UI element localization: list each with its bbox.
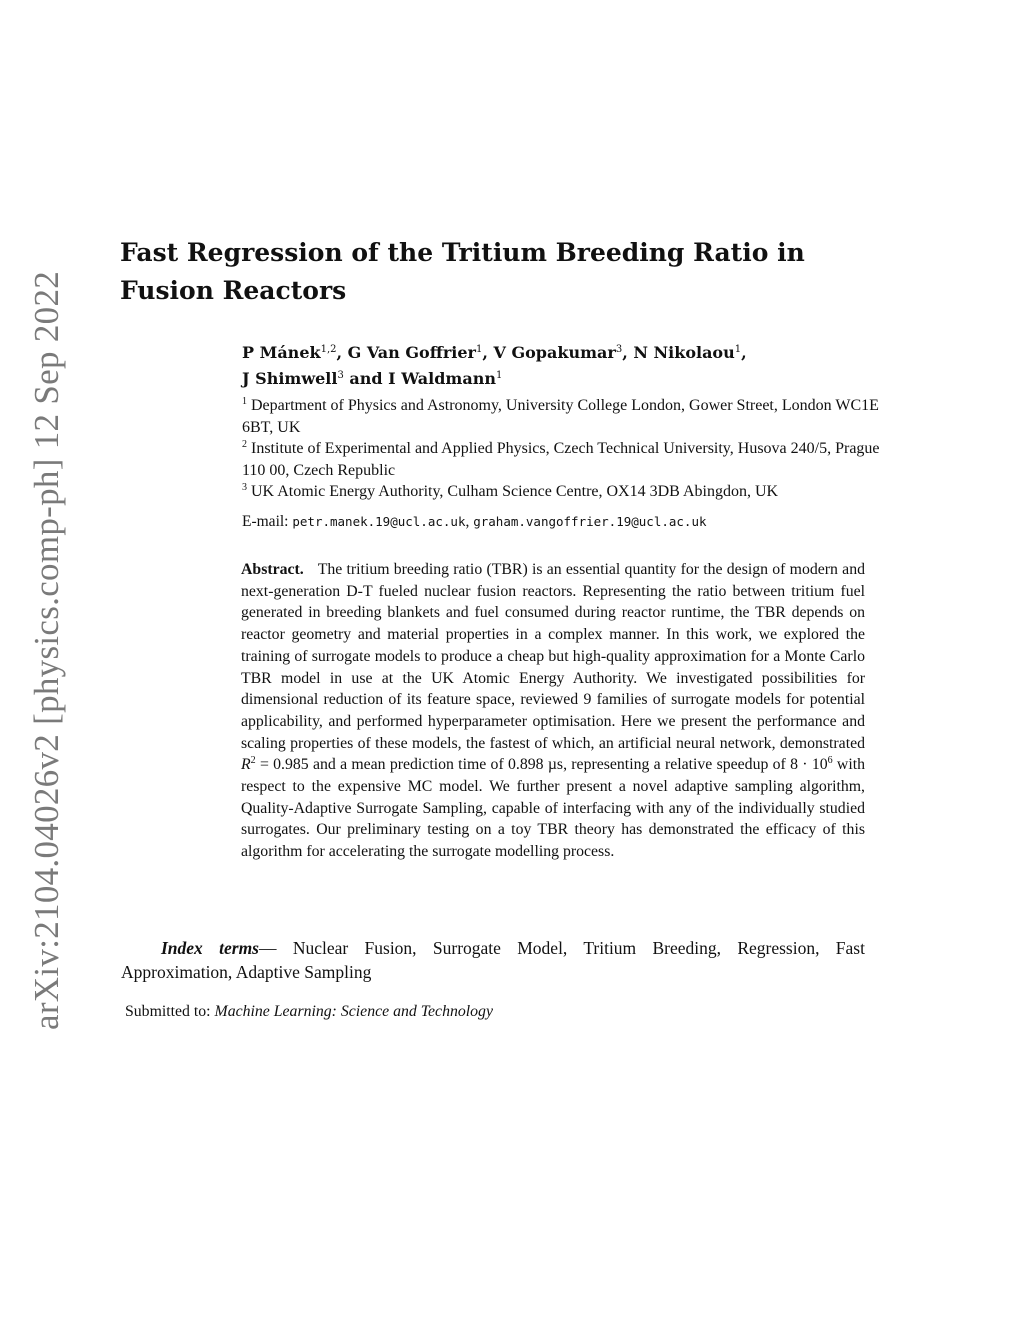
author-name: G Van Goffrier	[347, 343, 476, 362]
index-terms	[121, 936, 865, 984]
author-affiliation-marker: 1,2	[320, 344, 337, 355]
arxiv-identifier: arXiv:2104.04026v2 [physics.comp-ph] 12 Sep 2022	[27, 270, 66, 1030]
abstract-text: and a mean prediction time of 0.898 µs, representing a relative speedup of 8 · 10	[308, 756, 828, 774]
author-affiliation-marker: 1	[495, 370, 503, 381]
r-squared-exponent: 2	[250, 755, 256, 767]
affiliation-text: Institute of Experimental and Applied Physics, Czech Technical University, Husova 240/5, Prague 110 00, Czech Republic	[242, 440, 880, 479]
affiliation-number: 3	[242, 482, 247, 493]
abstract-text: The tritium breeding ratio (TBR) is an essential quantity for the design of modern and next-generation D-T fueled nuclear fusion reactors. Representing the ratio between tritium fuel generated in breeding blankets and fuel consumed during reactor runtime, the TBR depends on reactor geometry and material properties in a complex manner. In this work, we explored the training of surrogate models to produce a cheap but high-quality approximation for a Monte Carlo TBR model in use at the UK Atomic Energy Authority. We investigated possibilities for dimensional reduction of its feature space, reviewed 9 families of surrogate models for potential applicability, and performed hyperparameter optimisation. Here we present the performance and scaling properties of these models, the fastest of which, an artificial neural network, demonstrated	[241, 561, 865, 752]
abstract	[241, 559, 865, 863]
author-name: N Nikolaou	[633, 343, 735, 362]
author-name: I Waldmann	[388, 369, 496, 388]
author-affiliation-marker: 1	[475, 344, 483, 355]
abstract-text: with respect to the expensive MC model. We further present a novel adaptive sampling algorithm, Quality-Adaptive Surrogate Sampling, capable of interfacing with any of the individually studied surrogates. Our preliminary testing on a toy TBR theory has demonstrated the efficacy of this algorithm for accelerating the surrogate modelling process.	[241, 756, 865, 861]
author-name: P Mánek	[242, 343, 321, 362]
author-separator: and	[343, 369, 389, 388]
email-line	[242, 511, 882, 533]
affiliation	[242, 481, 882, 503]
author-separator: ,	[741, 343, 747, 362]
abstract-label: Abstract.	[241, 561, 304, 578]
author-separator: ,	[622, 343, 634, 362]
email-separator: ,	[465, 513, 474, 530]
author-name: J Shimwell	[242, 369, 338, 388]
affiliation-text: Department of Physics and Astronomy, University College London, Gower Street, London WC1E 6BT, UK	[242, 397, 879, 436]
affiliation	[242, 395, 882, 438]
affiliation-list	[242, 395, 882, 503]
r-squared-value: = 0.985	[255, 756, 309, 774]
email-link[interactable]: petr.manek.19@ucl.ac.uk	[292, 514, 466, 529]
affiliation-number: 2	[242, 439, 247, 450]
speedup-exponent: 6	[827, 755, 833, 767]
author-name: V Gopakumar	[493, 343, 616, 362]
paper-title: Fast Regression of the Tritium Breeding Ratio in Fusion Reactors	[120, 238, 805, 305]
email-link[interactable]: graham.vangoffrier.19@ucl.ac.uk	[473, 514, 707, 529]
author-affiliation-marker: 1	[734, 344, 742, 355]
author-separator: ,	[482, 343, 494, 362]
r-squared-symbol: R	[241, 756, 251, 774]
affiliation-text: UK Atomic Energy Authority, Culham Science Centre, OX14 3DB Abingdon, UK	[251, 483, 779, 500]
author-affiliation-marker: 3	[337, 370, 344, 381]
affiliation	[242, 438, 882, 481]
email-label: E-mail:	[242, 513, 293, 530]
affiliation-number: 1	[242, 396, 247, 407]
submission-note	[125, 1001, 825, 1023]
author-list	[242, 340, 882, 392]
index-terms-label: Index terms	[161, 938, 259, 958]
submitted-label: Submitted to:	[125, 1003, 215, 1020]
journal-name: Machine Learning: Science and Technology	[214, 1003, 493, 1020]
author-affiliation-marker: 3	[615, 344, 623, 355]
author-separator: ,	[336, 343, 348, 362]
index-terms-text: — Nuclear Fusion, Surrogate Model, Tritium Breeding, Regression, Fast Approximation, Adaptive Sampling	[121, 938, 865, 982]
